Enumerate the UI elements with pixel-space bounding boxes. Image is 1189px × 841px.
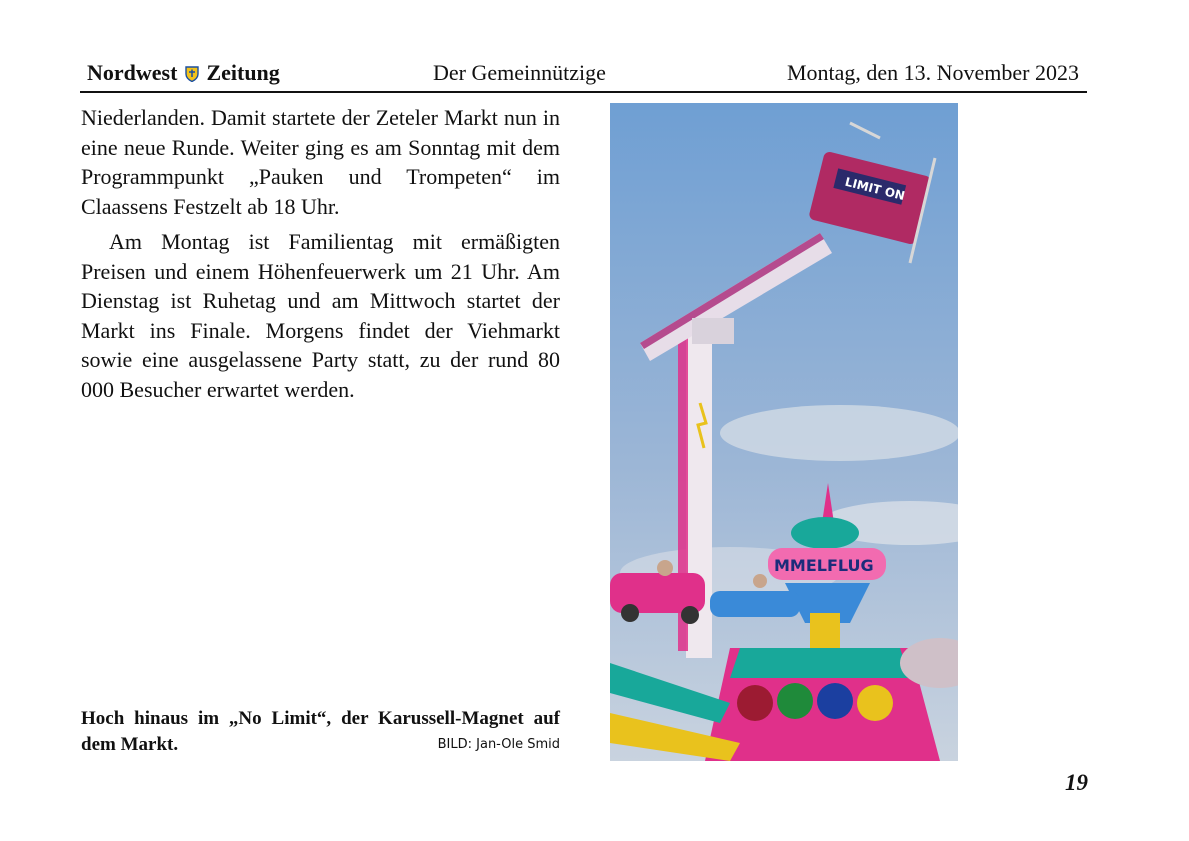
article-paragraph: Niederlanden. Damit startete der Zeteler Markt nun in eine neue Runde. Weiter ging es am Sonntag mit dem Programmpunkt „Pauken und Trompeten“ im Claassens Festzelt ab 18 Uhr. — [81, 105, 560, 219]
issue-date: Montag, den 13. November 2023 — [786, 60, 1079, 85]
page-header — [80, 56, 1086, 92]
fairground-photo — [610, 103, 958, 761]
article-body — [81, 103, 560, 410]
header-rule — [80, 91, 1087, 93]
carousel-crown — [791, 517, 859, 549]
cloud — [720, 405, 958, 461]
ride-sign-bottom: MMELFLUG — [774, 556, 874, 575]
fairground-illustration — [610, 103, 958, 761]
photo-caption — [81, 706, 560, 758]
brand-name-part1: Nordwest — [87, 60, 178, 85]
caption-text: Hoch hinaus im „No Limit“, der Karussell-Magnet auf dem Markt. — [81, 708, 560, 755]
brand-name-part2: Zeitung — [206, 60, 280, 85]
section-title: Der Gemeinnützige — [433, 60, 606, 85]
crest-icon — [185, 66, 199, 82]
page-number: 19 — [1065, 770, 1088, 795]
ride-sign-top: LIMIT ON — [843, 174, 907, 204]
article-paragraph: Am Montag ist Familientag mit ermäßigten Preisen und einem Höhenfeuerwerk um 21 Uhr. Am Dienstag ist Ruhetag und am Mittwoch startet der Markt ins Finale. Morgens findet der Viehmarkt sowie eine ausgelassene Party statt, zu der rund 80 000 Besucher erwartet werden. — [81, 229, 560, 402]
photo-credit: BILD: Jan-Ole Smid — [437, 737, 560, 752]
newspaper-brand — [87, 60, 280, 86]
